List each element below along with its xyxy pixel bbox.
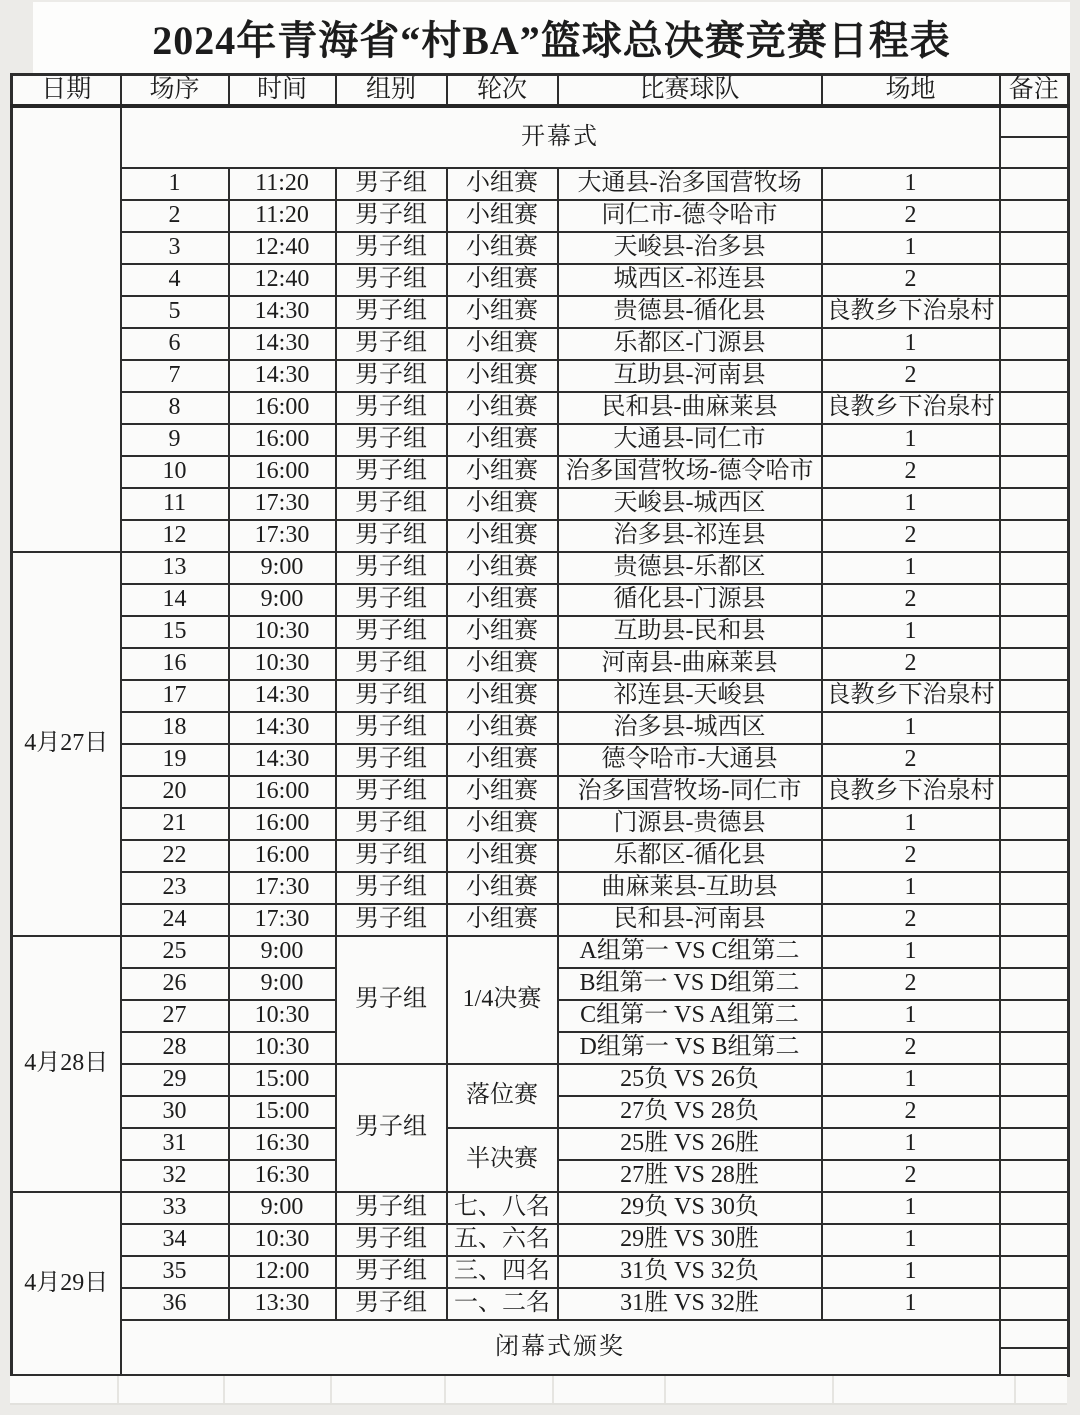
remark-cell xyxy=(1000,616,1069,648)
venue-cell: 2 xyxy=(822,1096,1000,1128)
remark-cell xyxy=(1000,936,1069,968)
venue-cell: 2 xyxy=(822,904,1000,936)
teams-cell: 25胜 VS 26胜 xyxy=(558,1128,822,1160)
venue-cell: 1 xyxy=(822,488,1000,520)
time-cell: 9:00 xyxy=(229,968,336,1000)
closing-ceremony-cell: 闭幕式颁奖 xyxy=(121,1320,1000,1376)
time-cell: 9:00 xyxy=(229,552,336,584)
round-cell: 小组赛 xyxy=(447,328,558,360)
teams-cell: 29负 VS 30负 xyxy=(558,1192,822,1224)
schedule-table xyxy=(10,73,1070,1377)
venue-cell: 1 xyxy=(822,232,1000,264)
teams-cell: 曲麻莱县-互助县 xyxy=(558,872,822,904)
teams-cell: 治多国营牧场-同仁市 xyxy=(558,776,822,808)
match-no-cell: 18 xyxy=(121,712,229,744)
teams-cell: 31负 VS 32负 xyxy=(558,1256,822,1288)
remark-cell xyxy=(1000,168,1069,200)
remark-cell xyxy=(1000,264,1069,296)
match-no-cell: 5 xyxy=(121,296,229,328)
time-cell: 14:30 xyxy=(229,328,336,360)
round-cell: 小组赛 xyxy=(447,776,558,808)
match-no-cell: 15 xyxy=(121,616,229,648)
time-cell: 10:30 xyxy=(229,1224,336,1256)
time-cell: 11:20 xyxy=(229,200,336,232)
round-cell: 小组赛 xyxy=(447,872,558,904)
group-cell: 男子组 xyxy=(336,616,447,648)
group-cell: 男子组 xyxy=(336,680,447,712)
venue-cell: 1 xyxy=(822,936,1000,968)
remark-cell xyxy=(1000,424,1069,456)
match-no-cell: 3 xyxy=(121,232,229,264)
remark-cell xyxy=(1000,1320,1069,1348)
col-header-venue: 场地 xyxy=(822,75,1000,106)
empty-grid-row xyxy=(10,1376,1067,1405)
venue-cell: 1 xyxy=(822,1128,1000,1160)
time-cell: 16:00 xyxy=(229,456,336,488)
teams-cell: 同仁市-德令哈市 xyxy=(558,200,822,232)
teams-cell: 27胜 VS 28胜 xyxy=(558,1160,822,1192)
group-cell: 男子组 xyxy=(336,488,447,520)
remark-cell xyxy=(1000,106,1069,137)
match-no-cell: 36 xyxy=(121,1288,229,1320)
group-cell: 男子组 xyxy=(336,1288,447,1320)
time-cell: 10:30 xyxy=(229,1032,336,1064)
match-no-cell: 1 xyxy=(121,168,229,200)
teams-cell: 29胜 VS 30胜 xyxy=(558,1224,822,1256)
match-no-cell: 4 xyxy=(121,264,229,296)
col-header-round: 轮次 xyxy=(447,75,558,106)
remark-cell xyxy=(1000,904,1069,936)
time-cell: 16:00 xyxy=(229,424,336,456)
teams-cell: 27负 VS 28负 xyxy=(558,1096,822,1128)
match-no-cell: 30 xyxy=(121,1096,229,1128)
teams-cell: 乐都区-循化县 xyxy=(558,840,822,872)
venue-cell: 1 xyxy=(822,424,1000,456)
match-no-cell: 11 xyxy=(121,488,229,520)
time-cell: 16:30 xyxy=(229,1160,336,1192)
venue-cell: 1 xyxy=(822,1064,1000,1096)
remark-cell xyxy=(1000,680,1069,712)
remark-cell xyxy=(1000,872,1069,904)
grid-line xyxy=(1014,1376,1016,1403)
venue-cell: 1 xyxy=(822,808,1000,840)
time-cell: 12:40 xyxy=(229,264,336,296)
match-no-cell: 25 xyxy=(121,936,229,968)
match-no-cell: 9 xyxy=(121,424,229,456)
remark-cell xyxy=(1000,808,1069,840)
match-no-cell: 31 xyxy=(121,1128,229,1160)
teams-cell: 大通县-治多国营牧场 xyxy=(558,168,822,200)
teams-cell: 25负 VS 26负 xyxy=(558,1064,822,1096)
grid-line xyxy=(552,1376,554,1403)
remark-cell xyxy=(1000,1192,1069,1224)
remark-cell xyxy=(1000,1032,1069,1064)
group-cell: 男子组 xyxy=(336,552,447,584)
remark-cell xyxy=(1000,1256,1069,1288)
teams-cell: 城西区-祁连县 xyxy=(558,264,822,296)
time-cell: 11:20 xyxy=(229,168,336,200)
remark-cell xyxy=(1000,648,1069,680)
teams-cell: 治多县-祁连县 xyxy=(558,520,822,552)
group-cell: 男子组 xyxy=(336,200,447,232)
teams-cell: 民和县-曲麻莱县 xyxy=(558,392,822,424)
time-cell: 9:00 xyxy=(229,1192,336,1224)
time-cell: 10:30 xyxy=(229,616,336,648)
time-cell: 13:30 xyxy=(229,1288,336,1320)
round-cell: 小组赛 xyxy=(447,200,558,232)
time-cell: 16:00 xyxy=(229,392,336,424)
col-header-match-no: 场序 xyxy=(121,75,229,106)
time-cell: 9:00 xyxy=(229,936,336,968)
venue-cell: 良教乡下治泉村 xyxy=(822,296,1000,328)
match-no-cell: 32 xyxy=(121,1160,229,1192)
col-header-teams: 比赛球队 xyxy=(558,75,822,106)
teams-cell: 互助县-民和县 xyxy=(558,616,822,648)
group-cell: 男子组 xyxy=(336,584,447,616)
round-cell: 小组赛 xyxy=(447,904,558,936)
date-cell: 4月27日 xyxy=(12,552,121,936)
remark-cell xyxy=(1000,137,1069,168)
remark-cell xyxy=(1000,328,1069,360)
venue-cell: 1 xyxy=(822,328,1000,360)
venue-cell: 2 xyxy=(822,840,1000,872)
remark-cell xyxy=(1000,744,1069,776)
group-cell: 男子组 xyxy=(336,840,447,872)
round-cell: 小组赛 xyxy=(447,488,558,520)
round-cell: 小组赛 xyxy=(447,424,558,456)
date-cell xyxy=(12,106,121,552)
remark-cell xyxy=(1000,1288,1069,1320)
remark-cell xyxy=(1000,1096,1069,1128)
round-cell: 小组赛 xyxy=(447,296,558,328)
round-cell: 七、八名 xyxy=(447,1192,558,1224)
teams-cell: 民和县-河南县 xyxy=(558,904,822,936)
remark-cell xyxy=(1000,1160,1069,1192)
opening-ceremony-cell: 开幕式 xyxy=(121,106,1000,168)
match-no-cell: 26 xyxy=(121,968,229,1000)
group-cell: 男子组 xyxy=(336,1064,447,1192)
remark-cell xyxy=(1000,296,1069,328)
time-cell: 14:30 xyxy=(229,296,336,328)
venue-cell: 2 xyxy=(822,456,1000,488)
match-no-cell: 23 xyxy=(121,872,229,904)
round-cell: 小组赛 xyxy=(447,552,558,584)
group-cell: 男子组 xyxy=(336,776,447,808)
group-cell: 男子组 xyxy=(336,1192,447,1224)
group-cell: 男子组 xyxy=(336,328,447,360)
time-cell: 17:30 xyxy=(229,872,336,904)
time-cell: 16:00 xyxy=(229,840,336,872)
teams-cell: 治多县-城西区 xyxy=(558,712,822,744)
group-cell: 男子组 xyxy=(336,168,447,200)
match-no-cell: 16 xyxy=(121,648,229,680)
round-cell: 落位赛 xyxy=(447,1064,558,1128)
match-no-cell: 27 xyxy=(121,1000,229,1032)
group-cell: 男子组 xyxy=(336,904,447,936)
round-cell: 小组赛 xyxy=(447,168,558,200)
round-cell: 小组赛 xyxy=(447,232,558,264)
group-cell: 男子组 xyxy=(336,1224,447,1256)
teams-cell: C组第一 VS A组第二 xyxy=(558,1000,822,1032)
match-no-cell: 28 xyxy=(121,1032,229,1064)
time-cell: 14:30 xyxy=(229,744,336,776)
venue-cell: 1 xyxy=(822,616,1000,648)
time-cell: 12:00 xyxy=(229,1256,336,1288)
teams-cell: 德令哈市-大通县 xyxy=(558,744,822,776)
round-cell: 小组赛 xyxy=(447,680,558,712)
teams-cell: 祁连县-天峻县 xyxy=(558,680,822,712)
remark-cell xyxy=(1000,488,1069,520)
match-no-cell: 7 xyxy=(121,360,229,392)
match-no-cell: 6 xyxy=(121,328,229,360)
teams-cell: 天峻县-城西区 xyxy=(558,488,822,520)
remark-cell xyxy=(1000,776,1069,808)
remark-cell xyxy=(1000,968,1069,1000)
round-cell: 小组赛 xyxy=(447,584,558,616)
round-cell: 小组赛 xyxy=(447,456,558,488)
remark-cell xyxy=(1000,1224,1069,1256)
venue-cell: 良教乡下治泉村 xyxy=(822,776,1000,808)
venue-cell: 2 xyxy=(822,360,1000,392)
time-cell: 14:30 xyxy=(229,712,336,744)
teams-cell: B组第一 VS D组第二 xyxy=(558,968,822,1000)
remark-cell xyxy=(1000,552,1069,584)
teams-cell: A组第一 VS C组第二 xyxy=(558,936,822,968)
venue-cell: 1 xyxy=(822,168,1000,200)
venue-cell: 1 xyxy=(822,1256,1000,1288)
match-no-cell: 12 xyxy=(121,520,229,552)
date-cell: 4月29日 xyxy=(12,1192,121,1376)
round-cell: 一、二名 xyxy=(447,1288,558,1320)
time-cell: 17:30 xyxy=(229,520,336,552)
time-cell: 16:00 xyxy=(229,808,336,840)
grid-line xyxy=(223,1376,225,1403)
group-cell: 男子组 xyxy=(336,232,447,264)
grid-line xyxy=(444,1376,446,1403)
time-cell: 16:00 xyxy=(229,776,336,808)
teams-cell: 贵德县-乐都区 xyxy=(558,552,822,584)
venue-cell: 2 xyxy=(822,1032,1000,1064)
venue-cell: 1 xyxy=(822,552,1000,584)
venue-cell: 1 xyxy=(822,712,1000,744)
group-cell: 男子组 xyxy=(336,424,447,456)
time-cell: 14:30 xyxy=(229,360,336,392)
round-cell: 小组赛 xyxy=(447,840,558,872)
group-cell: 男子组 xyxy=(336,360,447,392)
match-no-cell: 19 xyxy=(121,744,229,776)
venue-cell: 1 xyxy=(822,1000,1000,1032)
grid-line xyxy=(832,1376,834,1403)
round-cell: 小组赛 xyxy=(447,744,558,776)
round-cell: 小组赛 xyxy=(447,360,558,392)
match-no-cell: 8 xyxy=(121,392,229,424)
remark-cell xyxy=(1000,1128,1069,1160)
time-cell: 15:00 xyxy=(229,1096,336,1128)
grid-line xyxy=(330,1376,332,1403)
venue-cell: 良教乡下治泉村 xyxy=(822,392,1000,424)
col-header-time: 时间 xyxy=(229,75,336,106)
match-no-cell: 21 xyxy=(121,808,229,840)
grid-line xyxy=(117,1376,119,1403)
match-no-cell: 17 xyxy=(121,680,229,712)
remark-cell xyxy=(1000,392,1069,424)
remark-cell xyxy=(1000,456,1069,488)
group-cell: 男子组 xyxy=(336,648,447,680)
teams-cell: 循化县-门源县 xyxy=(558,584,822,616)
time-cell: 10:30 xyxy=(229,1000,336,1032)
match-no-cell: 29 xyxy=(121,1064,229,1096)
group-cell: 男子组 xyxy=(336,1256,447,1288)
round-cell: 1/4决赛 xyxy=(447,936,558,1064)
teams-cell: 治多国营牧场-德令哈市 xyxy=(558,456,822,488)
remark-cell xyxy=(1000,360,1069,392)
group-cell: 男子组 xyxy=(336,744,447,776)
date-cell: 4月28日 xyxy=(12,936,121,1192)
remark-cell xyxy=(1000,520,1069,552)
remark-cell xyxy=(1000,1348,1069,1376)
time-cell: 16:30 xyxy=(229,1128,336,1160)
match-no-cell: 14 xyxy=(121,584,229,616)
teams-cell: 大通县-同仁市 xyxy=(558,424,822,456)
venue-cell: 1 xyxy=(822,1192,1000,1224)
remark-cell xyxy=(1000,1064,1069,1096)
time-cell: 9:00 xyxy=(229,584,336,616)
round-cell: 小组赛 xyxy=(447,616,558,648)
remark-cell xyxy=(1000,232,1069,264)
col-header-remark: 备注 xyxy=(1000,75,1069,106)
time-cell: 15:00 xyxy=(229,1064,336,1096)
teams-cell: 互助县-河南县 xyxy=(558,360,822,392)
match-no-cell: 34 xyxy=(121,1224,229,1256)
round-cell: 小组赛 xyxy=(447,392,558,424)
venue-cell: 2 xyxy=(822,968,1000,1000)
venue-cell: 1 xyxy=(822,872,1000,904)
time-cell: 17:30 xyxy=(229,904,336,936)
col-header-group: 组别 xyxy=(336,75,447,106)
venue-cell: 1 xyxy=(822,1288,1000,1320)
remark-cell xyxy=(1000,200,1069,232)
round-cell: 五、六名 xyxy=(447,1224,558,1256)
teams-cell: D组第一 VS B组第二 xyxy=(558,1032,822,1064)
round-cell: 小组赛 xyxy=(447,520,558,552)
venue-cell: 2 xyxy=(822,584,1000,616)
teams-cell: 天峻县-治多县 xyxy=(558,232,822,264)
venue-cell: 2 xyxy=(822,648,1000,680)
match-no-cell: 33 xyxy=(121,1192,229,1224)
teams-cell: 河南县-曲麻莱县 xyxy=(558,648,822,680)
time-cell: 10:30 xyxy=(229,648,336,680)
venue-cell: 2 xyxy=(822,744,1000,776)
group-cell: 男子组 xyxy=(336,456,447,488)
match-no-cell: 35 xyxy=(121,1256,229,1288)
teams-cell: 乐都区-门源县 xyxy=(558,328,822,360)
group-cell: 男子组 xyxy=(336,808,447,840)
match-no-cell: 13 xyxy=(121,552,229,584)
group-cell: 男子组 xyxy=(336,936,447,1064)
time-cell: 17:30 xyxy=(229,488,336,520)
grid-line xyxy=(664,1376,666,1403)
match-no-cell: 10 xyxy=(121,456,229,488)
remark-cell xyxy=(1000,1000,1069,1032)
round-cell: 小组赛 xyxy=(447,808,558,840)
match-no-cell: 24 xyxy=(121,904,229,936)
group-cell: 男子组 xyxy=(336,712,447,744)
venue-cell: 良教乡下治泉村 xyxy=(822,680,1000,712)
time-cell: 14:30 xyxy=(229,680,336,712)
time-cell: 12:40 xyxy=(229,232,336,264)
remark-cell xyxy=(1000,584,1069,616)
match-no-cell: 22 xyxy=(121,840,229,872)
venue-cell: 2 xyxy=(822,264,1000,296)
match-no-cell: 20 xyxy=(121,776,229,808)
page-title: 2024年青海省“村BA”篮球总决赛竞赛日程表 xyxy=(33,2,1070,73)
group-cell: 男子组 xyxy=(336,264,447,296)
teams-cell: 贵德县-循化县 xyxy=(558,296,822,328)
round-cell: 小组赛 xyxy=(447,648,558,680)
round-cell: 半决赛 xyxy=(447,1128,558,1192)
group-cell: 男子组 xyxy=(336,872,447,904)
venue-cell: 2 xyxy=(822,1160,1000,1192)
round-cell: 小组赛 xyxy=(447,264,558,296)
col-header-date: 日期 xyxy=(12,75,121,106)
venue-cell: 1 xyxy=(822,1224,1000,1256)
venue-cell: 2 xyxy=(822,520,1000,552)
round-cell: 小组赛 xyxy=(447,712,558,744)
match-no-cell: 2 xyxy=(121,200,229,232)
group-cell: 男子组 xyxy=(336,392,447,424)
group-cell: 男子组 xyxy=(336,296,447,328)
teams-cell: 门源县-贵德县 xyxy=(558,808,822,840)
group-cell: 男子组 xyxy=(336,520,447,552)
remark-cell xyxy=(1000,840,1069,872)
venue-cell: 2 xyxy=(822,200,1000,232)
remark-cell xyxy=(1000,712,1069,744)
teams-cell: 31胜 VS 32胜 xyxy=(558,1288,822,1320)
round-cell: 三、四名 xyxy=(447,1256,558,1288)
